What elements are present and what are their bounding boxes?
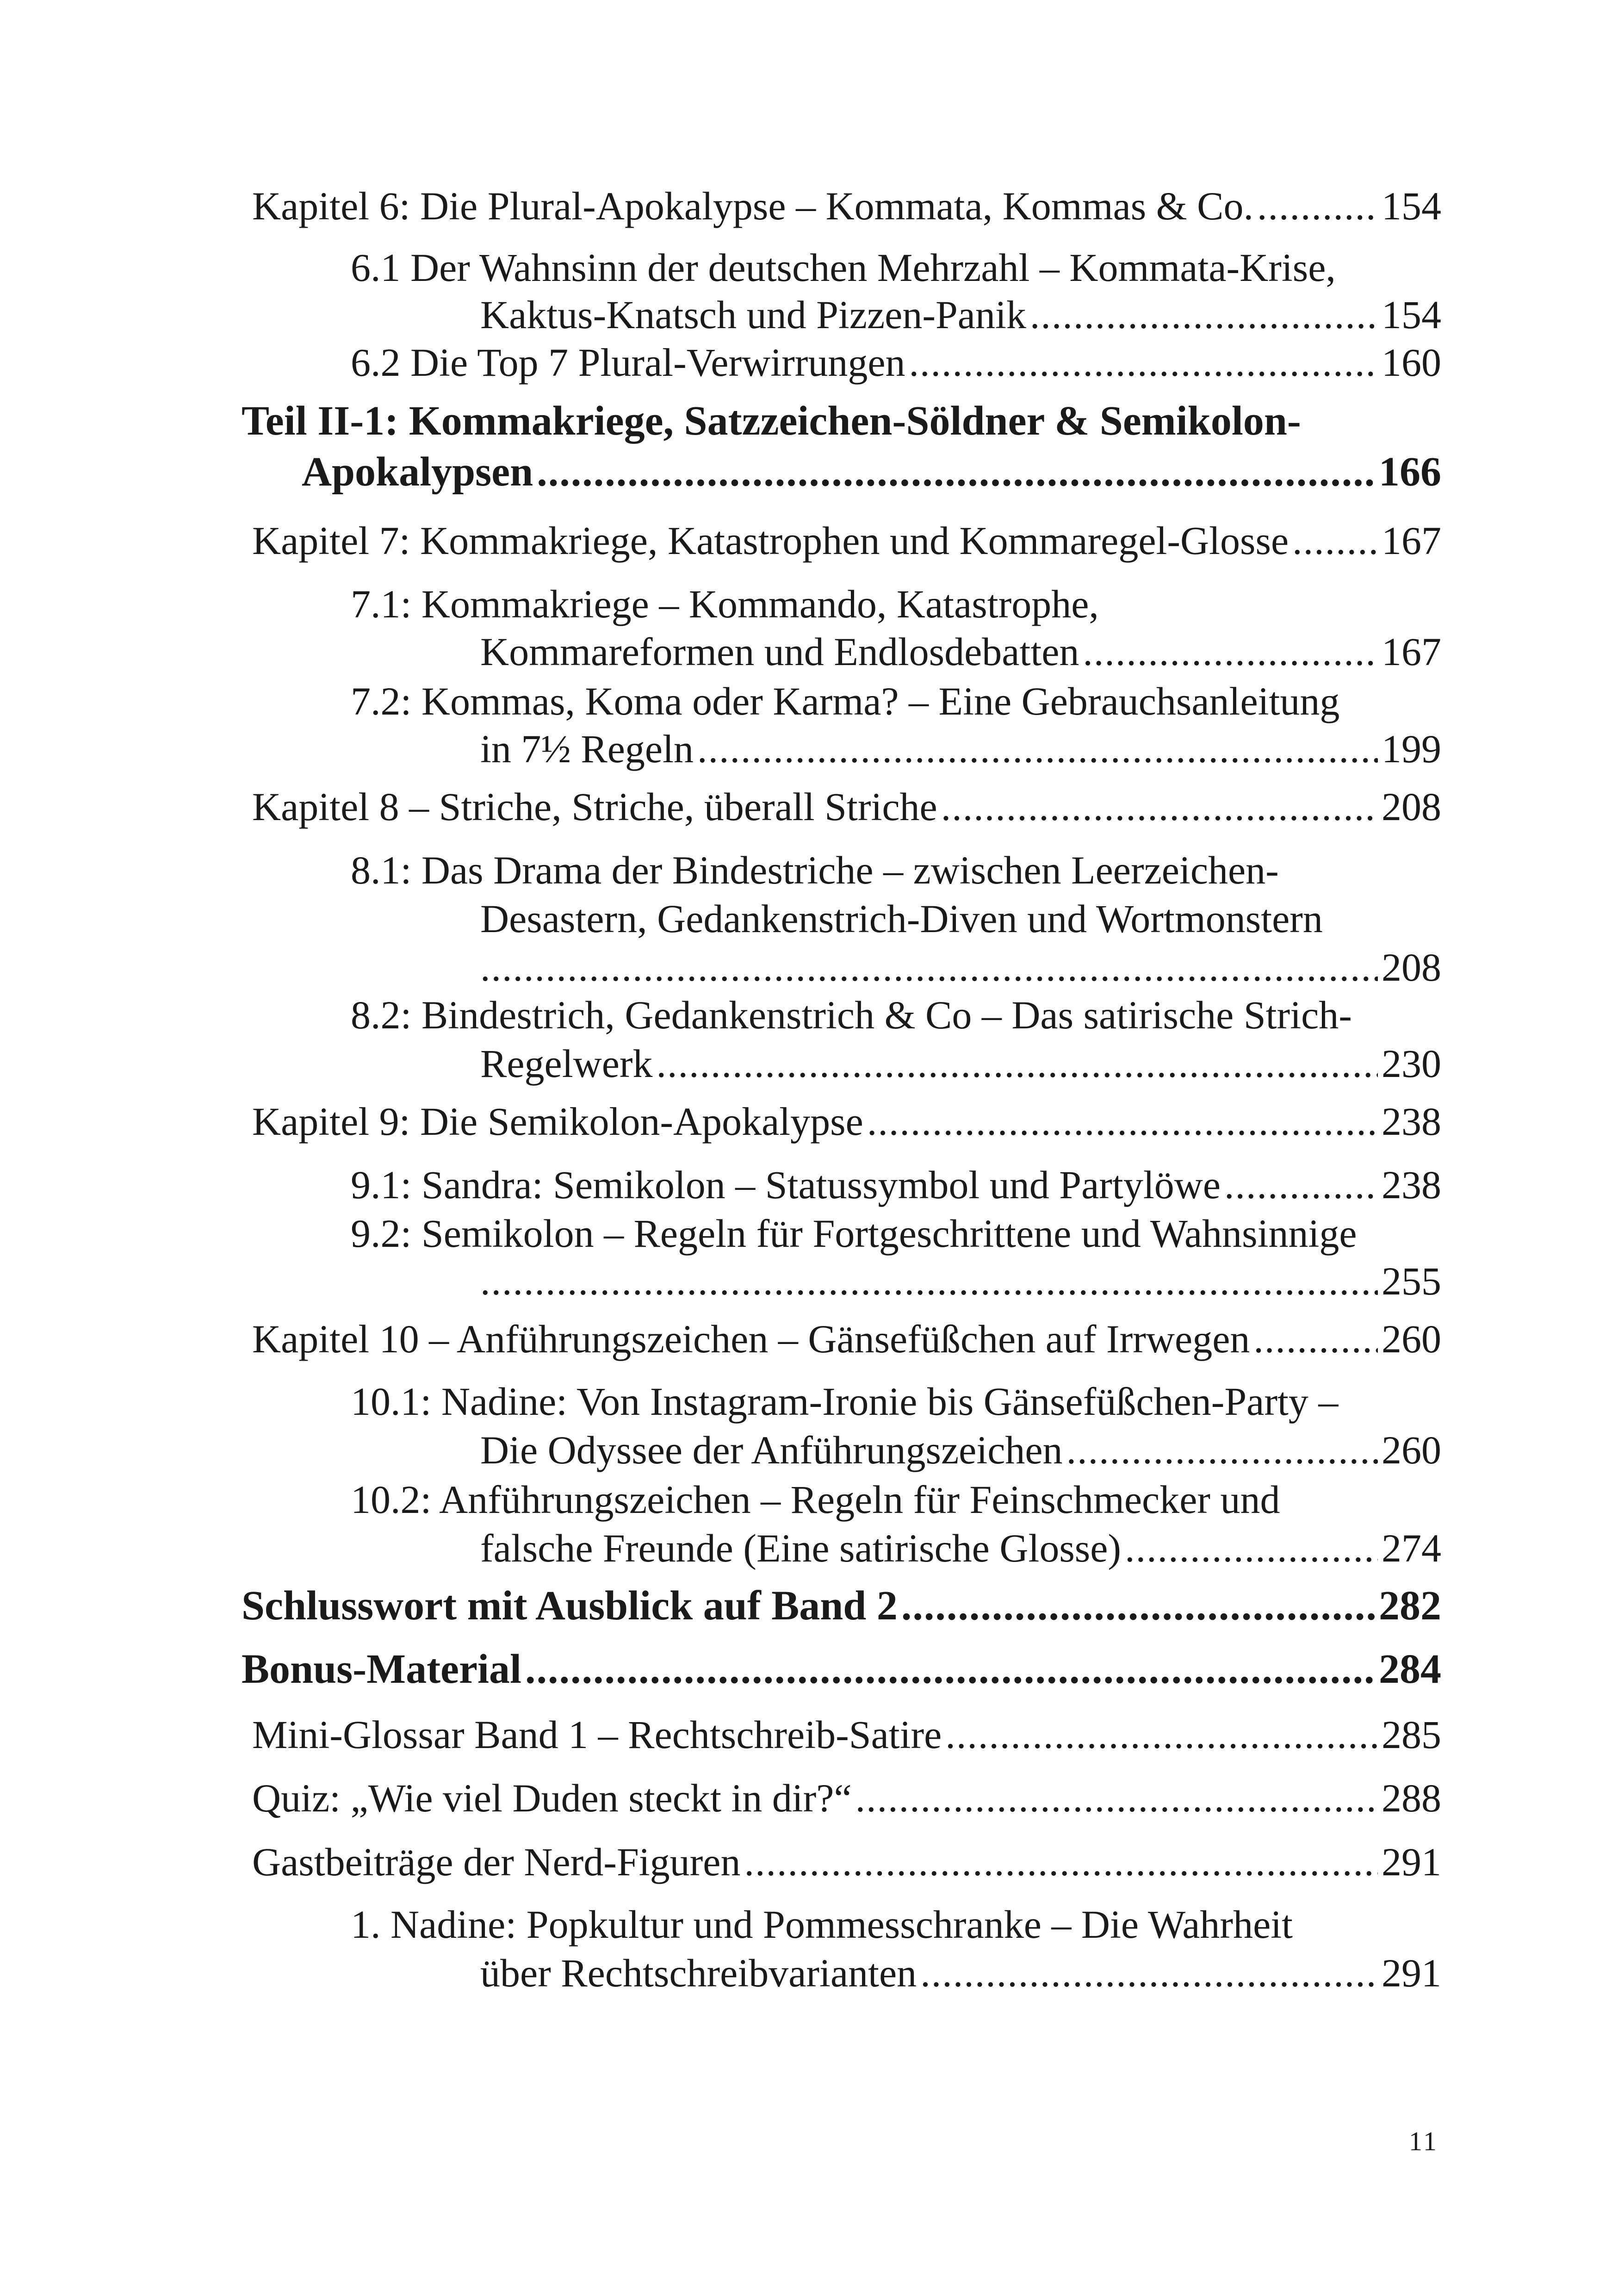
toc-entry-chapter-10[interactable]: Kapitel 10 – Anführungszeichen – Gänsefüßchen auf Irrwegen ..... 260 (252, 1316, 1441, 1362)
toc-entry-quiz[interactable]: Quiz: „Wie viel Duden steckt in dir?“ ..... 288 (252, 1775, 1441, 1821)
toc-entry-8-2[interactable]: Regelwerk ..... 230 (480, 1040, 1441, 1087)
toc-entry-6-2[interactable]: 6.2 Die Top 7 Plural-Verwirrungen ..... 160 (351, 339, 1441, 386)
toc-entry-10-2-line1[interactable]: 10.2: Anführungszeichen – Regeln für Feinschmecker und (351, 1477, 1280, 1522)
toc-entry-gastbeitraege[interactable]: Gastbeiträge der Nerd-Figuren ..... 291 (252, 1839, 1441, 1885)
toc-part-ii-1-line1[interactable]: Teil II-1: Kommakriege, Satzzeichen-Söldner & Semikolon- (242, 398, 1301, 444)
toc-entry-7-1[interactable]: Kommareformen und Endlosdebatten ..... 167 (480, 628, 1441, 675)
page-number: 11 (1409, 2126, 1438, 2156)
toc-entry-nadine[interactable]: über Rechtschreibvarianten ..... 291 (480, 1950, 1441, 1996)
toc-entry-6-1-line1[interactable]: 6.1 Der Wahnsinn der deutschen Mehrzahl – Kommata-Krise, (351, 245, 1336, 290)
toc-entry-7-2-line1[interactable]: 7.2: Kommas, Koma oder Karma? – Eine Gebrauchsanleitung (351, 679, 1340, 723)
toc-part-bonus-material[interactable]: Bonus-Material ..... 284 (242, 1645, 1441, 1693)
toc-entry-10-2[interactable]: falsche Freunde (Eine satirische Glosse) ..... 274 (480, 1525, 1441, 1571)
toc-entry-8-1[interactable]: ..... 208 (480, 944, 1441, 990)
toc-part-ii-1[interactable]: Apokalypsen ..... 166 (302, 448, 1441, 496)
toc-entry-nadine-line1[interactable]: 1. Nadine: Popkultur und Pommesschranke – Die Wahrheit (351, 1902, 1293, 1947)
toc-entry-9-1[interactable]: 9.1: Sandra: Semikolon – Statussymbol und Partylöwe ..... 238 (351, 1162, 1441, 1208)
toc-entry-9-2-line1[interactable]: 9.2: Semikolon – Regeln für Fortgeschrittene und Wahnsinnige (351, 1211, 1357, 1256)
toc-entry-8-1-line1[interactable]: 8.1: Das Drama der Bindestriche – zwischen Leerzeichen- (351, 848, 1279, 892)
toc-part-schlusswort[interactable]: Schlusswort mit Ausblick auf Band 2 ..... 282 (242, 1582, 1441, 1630)
toc-entry-10-1[interactable]: Die Odyssee der Anführungszeichen ..... 260 (480, 1427, 1441, 1473)
toc-entry-chapter-8[interactable]: Kapitel 8 – Striche, Striche, überall Striche ..... 208 (252, 784, 1441, 830)
toc-entry-6-1[interactable]: Kaktus-Knatsch und Pizzen-Panik ..... 154 (480, 292, 1441, 338)
toc-entry-chapter-6[interactable]: Kapitel 6: Die Plural-Apokalypse – Kommata, Kommas & Co. ..... 154 (252, 183, 1441, 229)
toc-entry-8-2-line1[interactable]: 8.2: Bindestrich, Gedankenstrich & Co – Das satirische Strich- (351, 993, 1352, 1037)
toc-entry-7-1-line1[interactable]: 7.1: Kommakriege – Kommando, Katastrophe, (351, 582, 1099, 626)
toc-entry-mini-glossar[interactable]: Mini-Glossar Band 1 – Rechtschreib-Satire ..... 285 (252, 1711, 1441, 1758)
toc-entry-chapter-7[interactable]: Kapitel 7: Kommakriege, Katastrophen und Kommaregel-Glosse ..... 167 (252, 517, 1441, 564)
toc-entry-9-2[interactable]: ..... 255 (480, 1258, 1441, 1304)
toc-entry-7-2[interactable]: in 7½ Regeln ..... 199 (480, 726, 1441, 772)
toc-entry-10-1-line1[interactable]: 10.1: Nadine: Von Instagram-Ironie bis Gänsefüßchen-Party – (351, 1379, 1339, 1424)
toc-entry-chapter-9[interactable]: Kapitel 9: Die Semikolon-Apokalypse ..... 238 (252, 1098, 1441, 1145)
toc-entry-8-1-line2[interactable]: Desastern, Gedankenstrich-Diven und Wortmonstern (480, 896, 1323, 941)
